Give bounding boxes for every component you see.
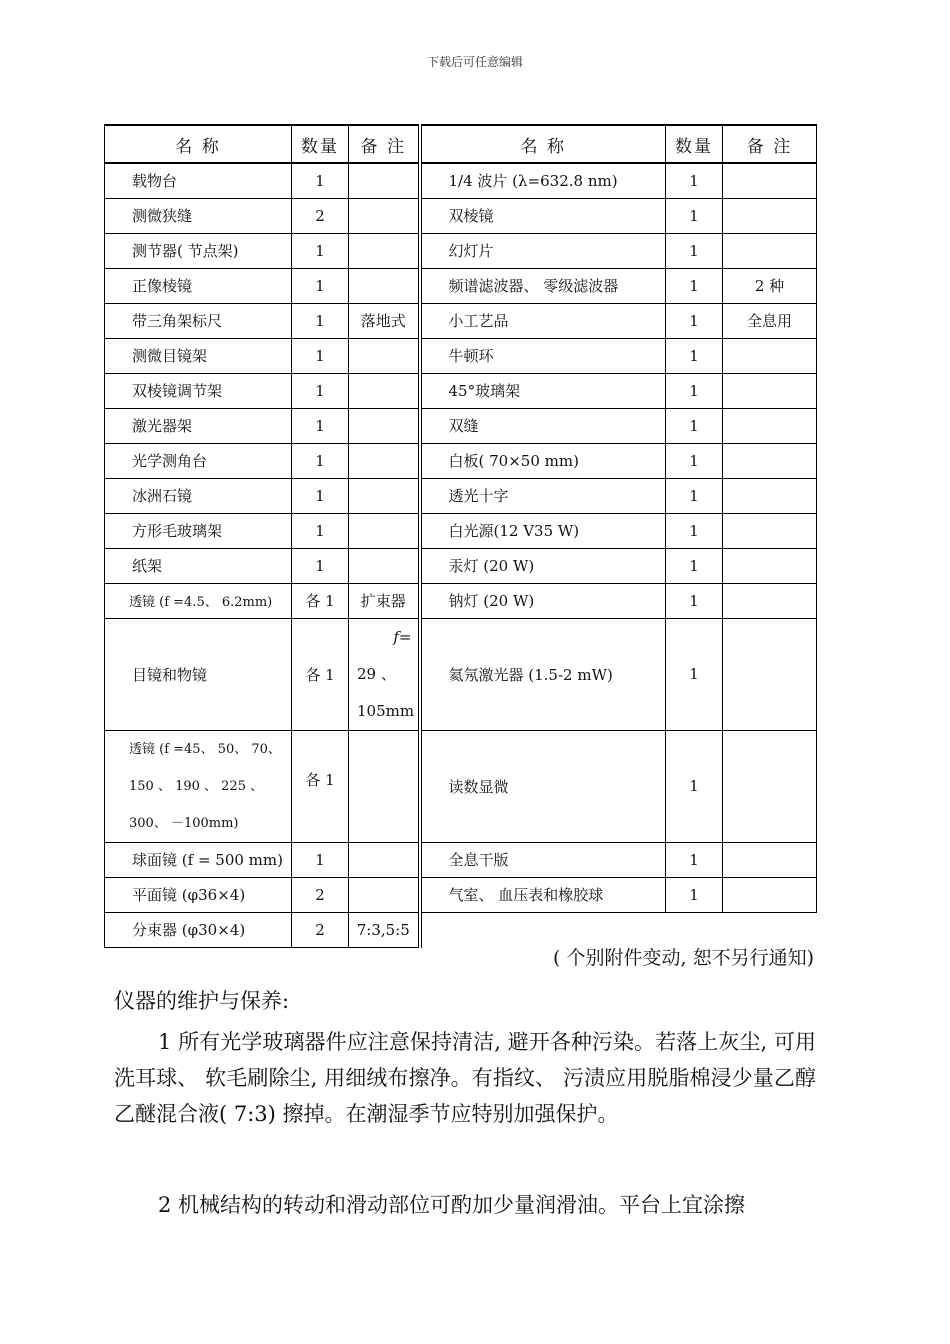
item-qty: 1 <box>666 268 723 303</box>
item-name: 1/4 波片 (λ=632.8 nm) <box>420 163 666 198</box>
item-qty: 1 <box>292 268 349 303</box>
item-qty: 1 <box>666 513 723 548</box>
item-note <box>723 583 817 618</box>
item-qty: 1 <box>666 233 723 268</box>
item-note-line: f= <box>393 627 412 646</box>
item-qty: 1 <box>666 730 723 842</box>
item-name: 频谱滤波器、 零级滤波器 <box>420 268 666 303</box>
item-name: 分束器 (φ30×4) <box>105 912 292 947</box>
item-name: 激光器架 <box>105 408 292 443</box>
item-note <box>349 877 420 912</box>
item-name: 载物台 <box>105 163 292 198</box>
item-note <box>723 443 817 478</box>
item-note <box>723 877 817 912</box>
item-qty: 1 <box>292 842 349 877</box>
item-qty: 2 <box>292 198 349 233</box>
item-qty: 2 <box>292 877 349 912</box>
item-note <box>723 233 817 268</box>
table-header-row <box>105 125 817 163</box>
item-name: 带三角架标尺 <box>105 303 292 338</box>
item-qty: 1 <box>666 443 723 478</box>
item-note <box>349 233 420 268</box>
item-name: 全息干版 <box>420 842 666 877</box>
item-name-line: 150 、 190 、 225 、 <box>129 778 264 794</box>
item-qty: 各 1 <box>292 730 349 842</box>
item-note <box>723 338 817 373</box>
header-qty-left: 数量 <box>292 125 349 163</box>
table-row <box>105 618 817 730</box>
item-name: 正像棱镜 <box>105 268 292 303</box>
table-row <box>105 338 817 373</box>
item-note: 扩束器 <box>349 583 420 618</box>
item-qty: 1 <box>292 233 349 268</box>
item-note <box>349 408 420 443</box>
item-note <box>349 618 420 730</box>
section-title: 仪器的维护与保养: <box>114 989 290 1013</box>
item-note: 2 种 <box>723 268 817 303</box>
item-name: 氦氖激光器 (1.5-2 mW) <box>420 618 666 730</box>
item-note <box>349 730 420 842</box>
item-note <box>723 548 817 583</box>
item-name: 钠灯 (20 W) <box>420 583 666 618</box>
item-name: 45°玻璃架 <box>420 373 666 408</box>
item-note <box>349 198 420 233</box>
item-qty: 1 <box>666 877 723 912</box>
item-note <box>723 198 817 233</box>
item-note <box>349 338 420 373</box>
item-name: 冰洲石镜 <box>105 478 292 513</box>
item-name: 读数显微 <box>420 730 666 842</box>
item-note <box>349 842 420 877</box>
item-qty: 1 <box>292 478 349 513</box>
item-name: 纸架 <box>105 548 292 583</box>
item-name: 牛顿环 <box>420 338 666 373</box>
item-note <box>349 443 420 478</box>
table-row <box>105 198 817 233</box>
item-note <box>349 373 420 408</box>
item-note <box>723 408 817 443</box>
item-qty: 1 <box>292 303 349 338</box>
item-qty: 1 <box>292 373 349 408</box>
item-note <box>723 373 817 408</box>
item-name: 小工艺品 <box>420 303 666 338</box>
table-remark: ( 个别附件变动, 恕不另行通知) <box>553 947 814 969</box>
item-note <box>349 478 420 513</box>
empty-cell <box>723 912 817 947</box>
table-row <box>105 268 817 303</box>
header-name-right: 名 称 <box>420 125 666 163</box>
item-qty: 1 <box>666 618 723 730</box>
item-note <box>723 513 817 548</box>
item-qty: 1 <box>292 163 349 198</box>
header-note: 下载后可任意编辑 <box>426 55 523 69</box>
table-row <box>105 730 817 842</box>
paragraph-2: 2 机械结构的转动和滑动部位可酌加少量润滑油。平台上宜涂擦 <box>158 1193 746 1217</box>
item-name <box>105 730 292 842</box>
item-note <box>349 163 420 198</box>
item-qty: 1 <box>666 338 723 373</box>
item-name-line: 透镜 (f =45、 50、 70、 <box>129 741 281 757</box>
item-qty: 1 <box>666 303 723 338</box>
item-note <box>723 618 817 730</box>
table-row <box>105 408 817 443</box>
item-name: 白板( 70×50 mm) <box>420 443 666 478</box>
item-name: 方形毛玻璃架 <box>105 513 292 548</box>
item-qty: 1 <box>292 548 349 583</box>
item-qty: 1 <box>666 408 723 443</box>
item-name: 透镜 (f =4.5、 6.2mm) <box>105 583 292 618</box>
header-name-left: 名 称 <box>105 125 292 163</box>
item-name: 双棱镜调节架 <box>105 373 292 408</box>
item-name: 光学测角台 <box>105 443 292 478</box>
item-note-line: 29 、 <box>357 664 396 683</box>
item-name: 球面镜 (f = 500 mm) <box>105 842 292 877</box>
item-note <box>723 730 817 842</box>
item-name: 气室、 血压表和橡胶球 <box>420 877 666 912</box>
table-row <box>105 513 817 548</box>
header-qty-right: 数量 <box>666 125 723 163</box>
item-qty: 1 <box>666 842 723 877</box>
table-row <box>105 583 817 618</box>
table-row <box>105 443 817 478</box>
empty-cell <box>420 912 666 947</box>
item-qty: 1 <box>666 583 723 618</box>
item-name: 双棱镜 <box>420 198 666 233</box>
table-row <box>105 303 817 338</box>
item-name: 测微狭缝 <box>105 198 292 233</box>
item-note <box>723 478 817 513</box>
item-qty: 各 1 <box>292 583 349 618</box>
item-name: 汞灯 (20 W) <box>420 548 666 583</box>
item-qty: 1 <box>292 513 349 548</box>
item-qty: 各 1 <box>292 618 349 730</box>
item-name: 测微目镜架 <box>105 338 292 373</box>
item-qty: 1 <box>666 163 723 198</box>
header-note-right: 备 注 <box>723 125 817 163</box>
item-note <box>723 163 817 198</box>
item-name: 透光十字 <box>420 478 666 513</box>
equipment-table <box>104 124 817 948</box>
item-name-line: 300、 －100mm) <box>129 815 239 831</box>
item-note: 7:3,5:5 <box>349 912 420 947</box>
item-qty: 2 <box>292 912 349 947</box>
table-row <box>105 548 817 583</box>
item-qty: 1 <box>292 408 349 443</box>
item-note: 全息用 <box>723 303 817 338</box>
item-qty: 1 <box>292 338 349 373</box>
item-name: 目镜和物镜 <box>105 618 292 730</box>
item-qty: 1 <box>666 198 723 233</box>
paragraph-1: 1 所有光学玻璃器件应注意保持清洁, 避开各种污染。若落上灰尘, 可用洗耳球、 软毛刷除尘, 用细绒布擦净。有指纹、 污渍应用脱脂棉浸少量乙醇乙醚混合液( 7:3) 擦掉。在潮湿季节应特别加强保护。 <box>114 1030 816 1126</box>
item-name: 白光源(12 V35 W) <box>420 513 666 548</box>
table-row <box>105 373 817 408</box>
item-qty: 1 <box>666 548 723 583</box>
item-note <box>349 548 420 583</box>
table-row <box>105 912 817 947</box>
item-qty: 1 <box>666 373 723 408</box>
item-note <box>349 513 420 548</box>
table-row <box>105 842 817 877</box>
item-qty: 1 <box>666 478 723 513</box>
item-qty: 1 <box>292 443 349 478</box>
item-note: 落地式 <box>349 303 420 338</box>
header-note-left: 备 注 <box>349 125 420 163</box>
table-row <box>105 233 817 268</box>
item-note <box>349 268 420 303</box>
item-name: 双缝 <box>420 408 666 443</box>
item-name: 测节器( 节点架) <box>105 233 292 268</box>
item-note <box>723 842 817 877</box>
table-row <box>105 877 817 912</box>
table-row <box>105 163 817 198</box>
item-note-line: 105mm <box>357 701 415 720</box>
item-name: 幻灯片 <box>420 233 666 268</box>
table-row <box>105 478 817 513</box>
empty-cell <box>666 912 723 947</box>
item-name: 平面镜 (φ36×4) <box>105 877 292 912</box>
